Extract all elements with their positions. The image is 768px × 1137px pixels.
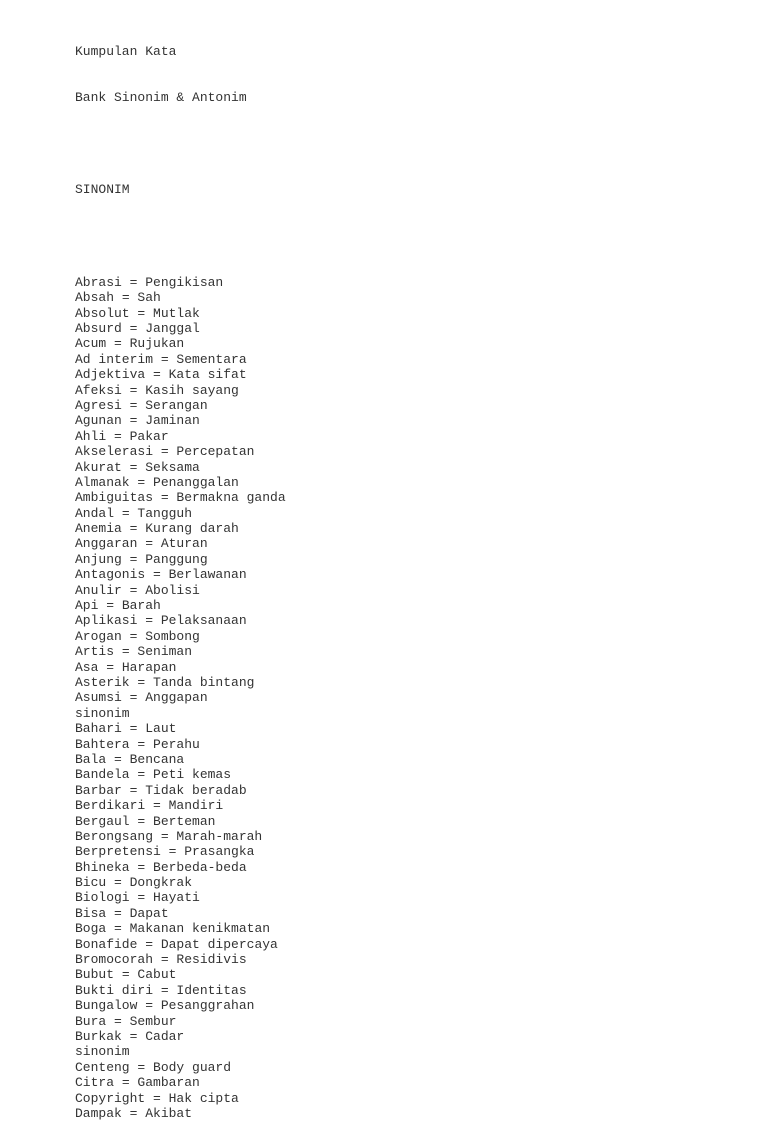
synonym-entry [75,613,286,628]
entry-meaning: Panggung [145,551,208,567]
document-title: Kumpulan Kata [75,43,177,59]
synonym-entry [75,690,286,705]
entry-meaning: Anggapan [145,690,208,706]
entry-word: Copyright [75,1090,146,1106]
entry-separator: = [145,1090,169,1106]
synonym-entry [75,814,286,829]
entry-meaning: Jaminan [145,413,200,429]
entry-word: Adjektiva [75,367,146,383]
entry-word: Abrasi [75,274,122,290]
entry-meaning: Makanan kenikmatan [129,921,271,937]
synonym-entry [75,721,286,736]
synonym-entry [75,675,286,690]
entry-word: Bicu [75,875,107,891]
entry-separator: = [106,336,130,352]
entry-meaning: Percepatan [176,444,255,460]
entry-separator: = [121,382,146,398]
entry-meaning: Dapat dipercaya [160,936,278,952]
entry-separator: = [153,490,177,506]
entry-word: Berongsang [75,828,154,844]
entry-word: Absurd [75,321,122,336]
synonym-entry [75,875,286,890]
entry-meaning: Dapat [129,905,169,921]
blank-line [75,136,286,151]
synonym-entry [75,1106,286,1121]
synonym-entry [75,536,286,551]
entry-separator: = [121,321,146,336]
entry-meaning: Gambaran [137,1075,200,1091]
entry-meaning: Sombong [145,628,200,644]
synonym-entry [75,906,286,921]
entry-separator: = [137,613,161,629]
synonym-entry [75,1029,286,1044]
entry-meaning: Identitas [176,982,247,998]
entry-separator: = [106,1013,130,1029]
entry-word: Anggaran [75,536,138,552]
synonym-entry [75,983,286,998]
entry-word: Akselerasi [75,444,154,460]
entry-word: Absolut [75,305,130,321]
entry-word: Ambiguitas [75,490,154,506]
entry-meaning: Abolisi [145,582,200,598]
synonym-entry [75,752,286,767]
synonym-entry [75,937,286,952]
entry-separator: = [129,474,154,490]
entry-meaning: Dongkrak [129,875,193,891]
entry-separator: = [145,367,169,383]
entry-meaning: Tanda bintang [153,674,255,690]
entry-separator: = [121,551,146,567]
entry-word: Absah [75,290,115,306]
synonym-entry [75,998,286,1013]
entry-meaning: Tangguh [137,505,193,521]
entry-meaning: Cabut [137,967,177,983]
synonym-entry [75,367,286,382]
entry-meaning: Akibat [145,1105,193,1121]
synonym-entry [75,1060,286,1075]
entry-separator: = [145,567,169,583]
entry-meaning: Sementara [176,351,247,367]
entry-separator: = [153,351,177,367]
entry-meaning: Kata sifat [168,367,247,383]
entry-separator: = [106,875,130,891]
entry-separator: = [121,782,146,798]
entry-meaning: Aturan [160,536,208,552]
entry-meaning: Tidak beradab [145,782,247,798]
synonym-entry [75,567,286,582]
entry-word: Bahari [75,721,122,737]
synonym-entry [75,921,286,936]
entry-meaning: Harapan [121,659,177,675]
entry-word: Bromocorah [75,952,154,968]
group-label: sinonim [75,705,130,721]
entry-separator: = [153,828,177,844]
entry-word: Barbar [75,782,122,798]
entry-separator: = [137,936,161,952]
entry-separator: = [129,890,154,906]
entry-separator: = [121,690,146,706]
entry-separator: = [137,536,161,552]
entry-separator: = [129,1059,154,1075]
entry-word: Berpretensi [75,844,161,860]
synonym-entry [75,429,286,444]
synonym-entry [75,798,286,813]
entry-meaning: Kurang darah [145,521,239,537]
entry-word: Anjung [75,551,122,567]
entry-separator: = [153,952,177,968]
synonym-entry [75,506,286,521]
entry-word: Asumsi [75,690,122,706]
entry-separator: = [121,582,146,598]
entry-separator: = [121,721,146,737]
entry-separator: = [129,305,154,321]
entry-meaning: Perahu [153,736,200,752]
synonym-entry [75,460,286,475]
synonym-entry [75,952,286,967]
entry-word: Centeng [75,1059,130,1075]
synonym-entry [75,444,286,459]
synonym-entry [75,583,286,598]
synonym-entry [75,860,286,875]
entry-word: Andal [75,505,115,521]
document-page [75,13,286,1137]
entry-meaning: Sah [137,290,161,306]
entry-word: Akurat [75,459,122,475]
synonym-entry [75,644,286,659]
synonym-entry [75,629,286,644]
entry-separator: = [121,628,146,644]
entry-word: Arogan [75,628,122,644]
entry-separator: = [121,413,146,429]
synonym-entry [75,321,286,336]
entry-meaning: Pakar [129,428,169,444]
entry-meaning: Pesanggrahan [160,998,255,1014]
entry-word: Biologi [75,890,130,906]
entry-separator: = [98,598,122,614]
entry-word: Citra [75,1075,115,1091]
synonym-entry [75,1091,286,1106]
synonym-entry [75,767,286,782]
entry-word: Bura [75,1013,107,1029]
synonym-entry [75,475,286,490]
entry-word: Bergaul [75,813,130,829]
entry-separator: = [129,767,154,783]
entry-word: Berdikari [75,798,146,814]
entry-separator: = [106,905,130,921]
entry-word: Dampak [75,1105,122,1121]
synonym-entry [75,275,286,290]
entry-separator: = [121,1028,146,1044]
group-label: sinonim [75,1044,130,1060]
entry-word: Antagonis [75,567,146,583]
entry-meaning: Sembur [129,1013,177,1029]
synonym-entry [75,890,286,905]
entry-meaning: Cadar [145,1028,185,1044]
entry-word: Api [75,598,99,614]
entry-word: Ahli [75,428,107,444]
entry-separator: = [114,967,138,983]
synonym-entry [75,306,286,321]
entry-word: Bhineka [75,859,130,875]
synonym-entry [75,490,286,505]
entry-meaning: Rujukan [129,336,185,352]
entry-separator: = [121,1105,146,1121]
entry-meaning: Seksama [145,459,200,475]
entry-meaning: Marah-marah [176,828,263,844]
entry-separator: = [129,813,154,829]
entry-word: Bahtera [75,736,130,752]
synonym-entry [75,1075,286,1090]
document-subtitle: Bank Sinonim & Antonim [75,90,247,106]
synonym-entry [75,290,286,305]
entry-word: Afeksi [75,382,122,398]
entry-meaning: Janggal [145,321,200,336]
entry-separator: = [114,644,138,660]
entry-separator: = [153,982,177,998]
entry-meaning: Seniman [137,644,193,660]
entry-meaning: Berbeda-beda [153,859,247,875]
entry-separator: = [129,736,154,752]
entry-meaning: Peti kemas [153,767,232,783]
entry-word: Bandela [75,767,130,783]
synonym-entry [75,413,286,428]
entry-word: Burkak [75,1028,122,1044]
entry-word: Bisa [75,905,107,921]
entry-meaning: Barah [121,598,161,614]
synonym-entry [75,660,286,675]
entry-separator: = [160,844,185,860]
entry-separator: = [121,459,146,475]
synonym-entry [75,844,286,859]
entry-word: Asterik [75,674,130,690]
synonym-entry [75,737,286,752]
entry-meaning: Kasih sayang [145,382,239,398]
entry-meaning: Penanggalan [153,474,239,490]
entry-word: Artis [75,644,115,660]
synonym-entry [75,1014,286,1029]
blank-line [75,229,286,244]
entry-separator: = [106,921,130,937]
synonym-entry [75,598,286,613]
entry-word: Bubut [75,967,115,983]
entry-separator: = [106,751,130,767]
entry-word: Bukti diri [75,982,154,998]
entry-word: Anemia [75,521,122,537]
entry-meaning: Berteman [153,813,216,829]
entry-meaning: Pelaksanaan [160,613,247,629]
entry-separator: = [137,998,161,1014]
synonym-entry [75,552,286,567]
entry-separator: = [121,397,146,413]
entry-meaning: Hayati [153,890,200,906]
synonym-entry [75,398,286,413]
entry-meaning: Berlawanan [168,567,247,583]
synonym-entry [75,829,286,844]
entry-meaning: Body guard [153,1059,232,1075]
entry-meaning: Residivis [176,952,247,968]
entry-separator: = [121,521,146,537]
entry-separator: = [153,444,177,460]
entry-word: Aplikasi [75,613,138,629]
synonym-entry [75,521,286,536]
entry-word: Boga [75,921,107,937]
synonym-entry [75,336,286,351]
section-heading: SINONIM [75,182,130,198]
entry-word: Acum [75,336,107,352]
entry-separator: = [114,505,138,521]
entry-meaning: Pengikisan [145,274,224,290]
synonym-entry [75,383,286,398]
entry-word: Agunan [75,413,122,429]
entry-separator: = [114,290,138,306]
entry-separator: = [98,659,122,675]
synonym-entry [75,783,286,798]
entry-separator: = [114,1075,138,1091]
entry-separator: = [106,428,130,444]
synonym-list [75,275,286,1121]
entry-word: Bungalow [75,998,138,1014]
synonym-entry [75,352,286,367]
entry-separator: = [129,859,154,875]
entry-separator: = [145,798,169,814]
entry-word: Asa [75,659,99,675]
entry-word: Bala [75,751,107,767]
entry-word: Ad interim [75,351,154,367]
synonym-entry [75,967,286,982]
entry-meaning: Laut [145,721,177,737]
entry-separator: = [121,274,146,290]
entry-meaning: Mandiri [168,798,224,814]
entry-word: Agresi [75,397,122,413]
entry-meaning: Mutlak [153,305,200,321]
entry-word: Bonafide [75,936,138,952]
entry-separator: = [129,674,154,690]
entry-meaning: Hak cipta [168,1090,239,1106]
entry-meaning: Bencana [129,751,185,767]
entry-word: Anulir [75,582,122,598]
entry-meaning: Prasangka [184,844,255,860]
entry-word: Almanak [75,474,130,490]
entry-meaning: Serangan [145,397,208,413]
entry-meaning: Bermakna ganda [176,490,286,506]
